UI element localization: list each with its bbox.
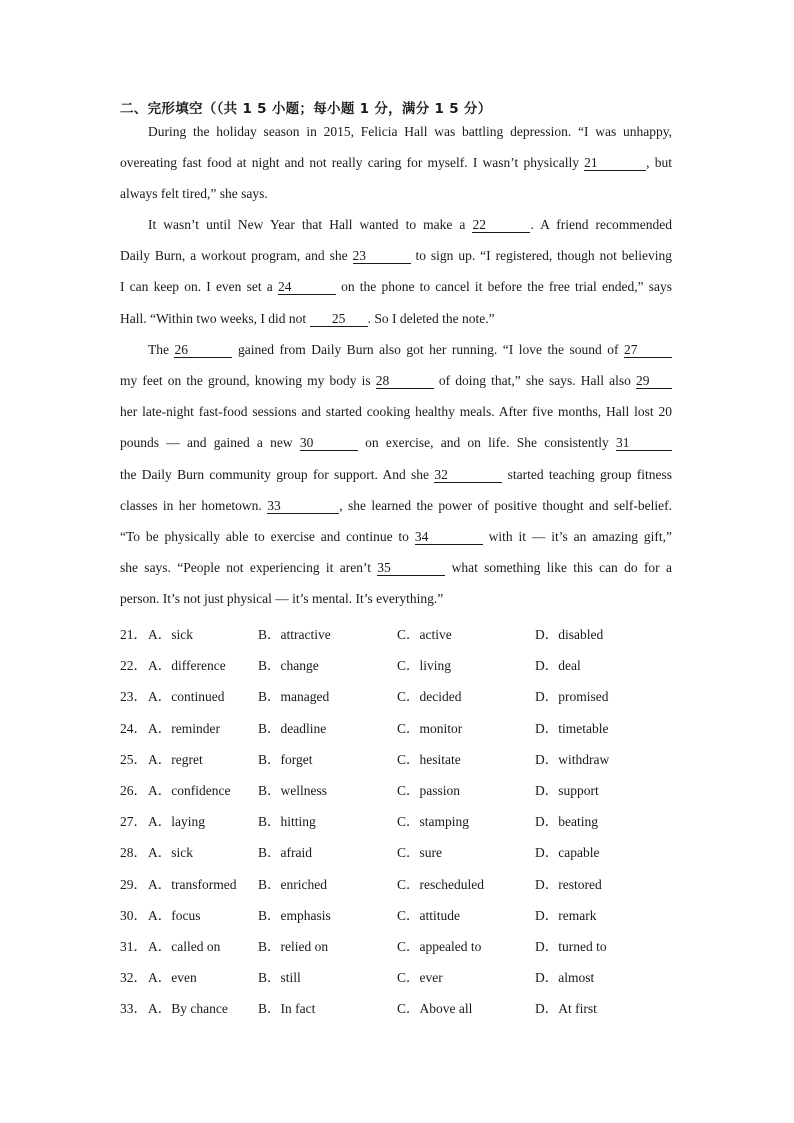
option-c: C．attitude — [397, 907, 460, 923]
option-d: D．remark — [535, 907, 597, 923]
option-d: D．turned to — [535, 939, 607, 954]
option-c: C．ever — [397, 970, 443, 986]
passage-line — [120, 155, 672, 171]
option-a: A．continued — [148, 689, 225, 705]
option-d: D．At first — [535, 1001, 597, 1017]
question-number: 32． — [120, 970, 147, 986]
question-number: 27． — [120, 814, 147, 830]
option-d: D．restored — [535, 876, 602, 892]
passage-text: with it — it’s an amazing gift,” — [482, 529, 673, 544]
passage-text: Daily Burn, a workout program, and she — [120, 248, 353, 263]
passage-text: It wasn’t until New Year that Hall wanted to make a — [148, 217, 473, 232]
question-row — [120, 779, 680, 799]
option-d: D．beating — [535, 814, 598, 830]
blank-30: 30 — [300, 436, 358, 451]
question-number: 29． — [120, 876, 147, 892]
blank-29: 29 — [636, 374, 672, 389]
question-row — [120, 623, 680, 643]
option-c: C．decided — [397, 689, 462, 705]
passage-text: . A friend recommended — [530, 217, 672, 232]
option-d: D．withdraw — [535, 751, 610, 767]
option-d: D．disabled — [535, 627, 604, 642]
option-d: D．deal — [535, 658, 581, 674]
question-row — [120, 997, 680, 1017]
question-number: 21． — [120, 627, 147, 642]
blank-34: 34 — [415, 530, 483, 545]
option-d: D．almost — [535, 970, 595, 986]
option-d: D．support — [535, 783, 599, 798]
option-b: B．managed — [258, 689, 330, 705]
option-b: B．enriched — [258, 876, 327, 892]
option-a: A．By chance — [148, 1001, 228, 1017]
passage-text: “To be physically able to exercise and continue to — [120, 529, 415, 544]
option-c: C．appealed to — [397, 939, 482, 954]
passage-text: she says. “People not experiencing it aren’t — [120, 560, 378, 575]
passage-text: my feet on the ground, knowing my body is — [120, 373, 376, 388]
blank-21: 21 — [584, 156, 646, 171]
question-number: 24． — [120, 720, 147, 736]
option-a: A．regret — [148, 751, 203, 767]
question-number: 22． — [120, 658, 147, 674]
option-c: C．living — [397, 658, 452, 674]
passage-line — [120, 279, 672, 295]
option-b: B．hitting — [258, 814, 316, 830]
question-number: 25． — [120, 751, 147, 767]
option-a: A．transformed — [148, 876, 237, 892]
passage-line — [148, 124, 672, 140]
passage-line — [120, 529, 672, 545]
passage-line — [120, 435, 672, 451]
passage-text: on exercise, and on life. She consistently — [357, 435, 616, 450]
passage-line — [120, 373, 672, 389]
passage-text: on the phone to cancel it before the free trial ended,” says — [335, 279, 672, 294]
passage-line — [120, 248, 672, 264]
passage-text: what something like this can do for a — [445, 560, 672, 575]
option-b: B．In fact — [258, 1001, 316, 1017]
passage-text: the Daily Burn community group for support. And she — [120, 467, 435, 482]
question-number: 23． — [120, 689, 147, 705]
option-c: C．active — [397, 627, 452, 642]
passage-text: During the holiday season in 2015, Felicia Hall was battling depression. “I was unhappy, — [148, 124, 672, 139]
question-row — [120, 904, 680, 924]
option-d: D．timetable — [535, 720, 609, 736]
passage-text: I can keep on. I even set a — [120, 279, 278, 294]
question-row — [120, 873, 680, 893]
passage-text: Hall. “Within two weeks, I did not — [120, 311, 310, 326]
option-b: B．afraid — [258, 845, 312, 861]
option-a: A．sick — [148, 845, 193, 861]
option-c: C．passion — [397, 783, 461, 798]
passage-line — [120, 560, 672, 576]
blank-23: 23 — [353, 249, 411, 264]
option-a: A．called on — [148, 939, 221, 954]
option-a: A．focus — [148, 907, 201, 923]
question-number: 31． — [120, 939, 147, 954]
passage-text: of doing that,” she says. Hall also — [433, 373, 636, 388]
question-number: 26． — [120, 783, 147, 798]
passage-text: , she learned the power of positive thought and self-belief. — [339, 498, 673, 513]
passage-text: The — [148, 342, 175, 357]
option-a: A．laying — [148, 814, 205, 830]
option-d: D．promised — [535, 689, 609, 705]
passage-text: classes in her hometown. — [120, 498, 268, 513]
question-number: 33． — [120, 1001, 147, 1017]
question-number: 30． — [120, 907, 147, 923]
option-c: C．stamping — [397, 814, 470, 830]
question-row — [120, 841, 680, 861]
passage-text: always felt tired,” she says. — [120, 186, 268, 201]
option-a: A．even — [148, 970, 197, 986]
option-b: B．deadline — [258, 720, 327, 736]
option-c: C．hesitate — [397, 751, 461, 767]
question-row — [120, 654, 680, 674]
option-b: B．change — [258, 658, 319, 674]
option-a: A．difference — [148, 658, 226, 674]
option-d: D．capable — [535, 845, 600, 861]
passage-text: overeating fast food at night and not really caring for myself. I wasn’t physically — [120, 155, 585, 170]
blank-22: 22 — [472, 218, 530, 233]
question-row — [120, 717, 680, 737]
passage-text: her late-night fast-food sessions and started cooking healthy meals. After five months, Hall lost 20 — [120, 404, 672, 419]
section-heading: 二、完形填空（（共 1 5 小题；每小题 1 分，满分 1 5 分） — [120, 101, 492, 117]
option-b: B．attractive — [258, 627, 331, 642]
passage-line — [120, 498, 672, 514]
option-c: C．Above all — [397, 1001, 473, 1017]
option-a: A．sick — [148, 627, 193, 642]
option-a: A．confidence — [148, 783, 231, 798]
question-row — [120, 935, 680, 955]
question-row — [120, 966, 680, 986]
blank-27: 27 — [624, 343, 672, 358]
passage-text: pounds — and gained a new — [120, 435, 300, 450]
question-row — [120, 810, 680, 830]
option-b: B．emphasis — [258, 907, 331, 923]
passage-line — [120, 467, 672, 483]
passage-text: person. It’s not just physical — it’s mental. It’s everything.” — [120, 591, 444, 606]
blank-31: 31 — [616, 436, 672, 451]
option-c: C．sure — [397, 845, 442, 861]
passage-text: gained from Daily Burn also got her running. “I love the sound of — [232, 342, 624, 357]
option-a: A．reminder — [148, 720, 220, 736]
passage-text: to sign up. “I registered, though not believing — [410, 248, 673, 263]
passage-line — [148, 342, 672, 358]
blank-26: 26 — [174, 343, 232, 358]
passage-line — [120, 186, 672, 202]
blank-24: 24 — [278, 280, 336, 295]
option-c: C．rescheduled — [397, 876, 484, 892]
passage-line — [120, 311, 672, 327]
passage-line — [120, 591, 672, 607]
blank-33: 33 — [267, 499, 339, 514]
question-row — [120, 748, 680, 768]
option-b: B．relied on — [258, 939, 329, 954]
blank-32: 32 — [434, 468, 502, 483]
passage-text: started teaching group fitness — [502, 467, 672, 482]
blank-25: 25 — [310, 312, 368, 327]
option-c: C．monitor — [397, 720, 463, 736]
option-b: B．wellness — [258, 783, 327, 798]
blank-28: 28 — [376, 374, 434, 389]
blank-35: 35 — [377, 561, 445, 576]
passage-line — [120, 404, 672, 420]
question-row — [120, 685, 680, 705]
passage-text: , but — [646, 155, 672, 170]
option-b: B．forget — [258, 751, 313, 767]
question-number: 28． — [120, 845, 147, 861]
passage-text: . So I deleted the note.” — [367, 311, 495, 326]
passage-line — [148, 217, 672, 233]
option-b: B．still — [258, 970, 301, 986]
